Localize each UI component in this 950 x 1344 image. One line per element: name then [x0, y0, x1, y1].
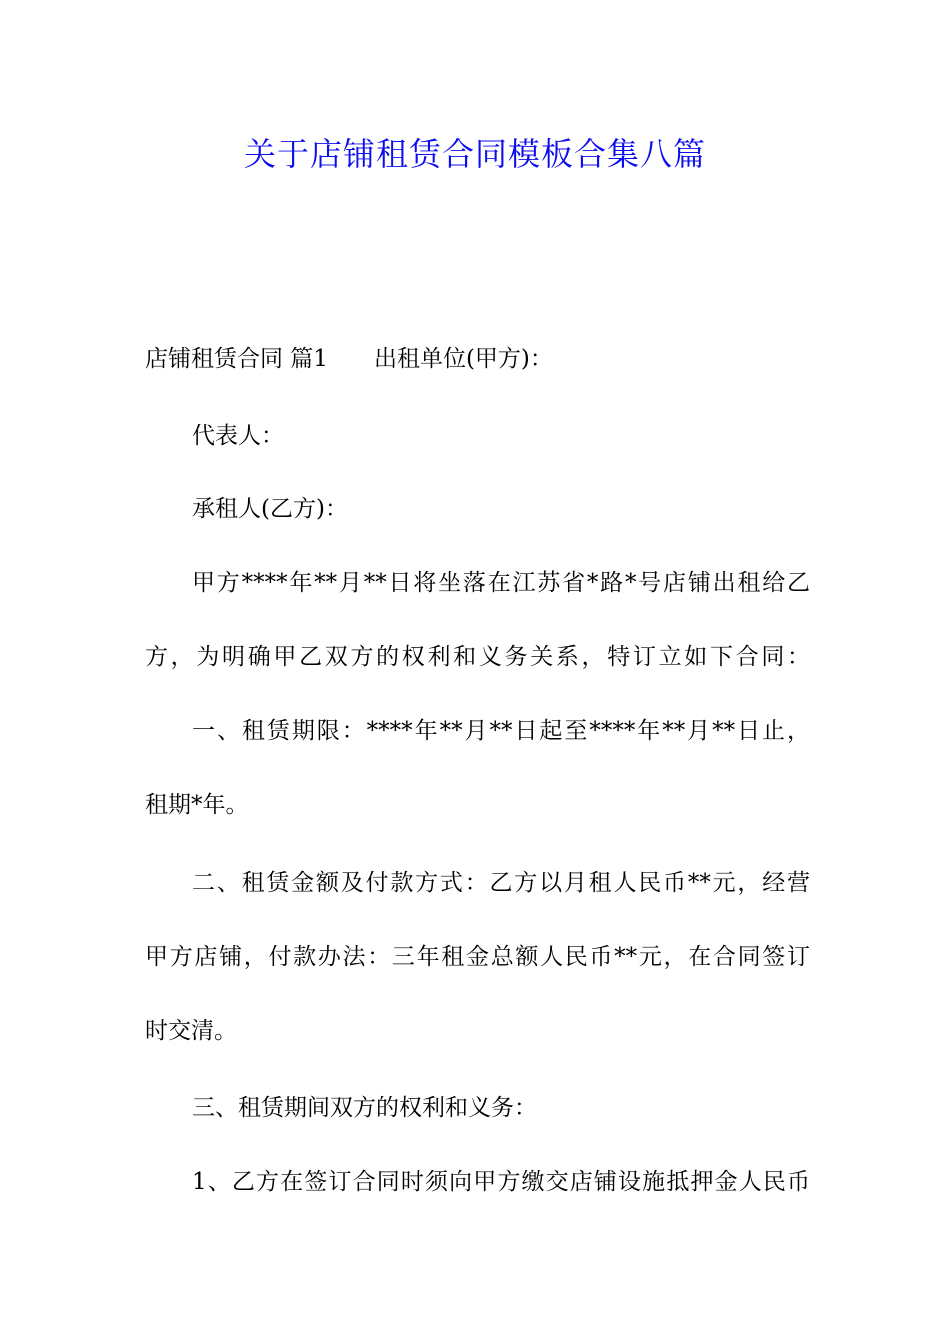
- paragraph-line: 方，为明确甲乙双方的权利和义务关系，特订立如下合同：: [145, 644, 810, 670]
- paragraph-line: 甲方店铺，付款办法：三年租金总额人民币**元，在合同签订: [145, 944, 810, 970]
- paragraph-line: 租期*年。: [145, 792, 249, 818]
- paragraph-line: 三、租赁期间双方的权利和义务：: [192, 1095, 537, 1121]
- paragraph-line: 二、租赁金额及付款方式：乙方以月租人民币**元，经营: [192, 870, 810, 896]
- contract-heading: [145, 342, 810, 376]
- lessor-label: 出租单位(甲方)：: [373, 346, 553, 372]
- paragraph-line: 一、租赁期限：****年**月**日起至****年**月**日止，: [192, 718, 810, 744]
- paragraph-line: 时交清。: [145, 1018, 237, 1044]
- paragraph-line: 甲方****年**月**日将坐落在江苏省*路*号店铺出租给乙: [192, 570, 810, 596]
- paragraph-line: 承租人(乙方)：: [192, 496, 348, 522]
- document-title: 关于店铺租赁合同模板合集八篇: [243, 135, 706, 173]
- paragraph-line: 1、乙方在签订合同时须向甲方缴交店铺设施抵押金人民币: [192, 1169, 810, 1195]
- paragraph-line: 代表人：: [192, 423, 284, 449]
- contract-heading-label: 店铺租赁合同 篇1: [145, 346, 328, 372]
